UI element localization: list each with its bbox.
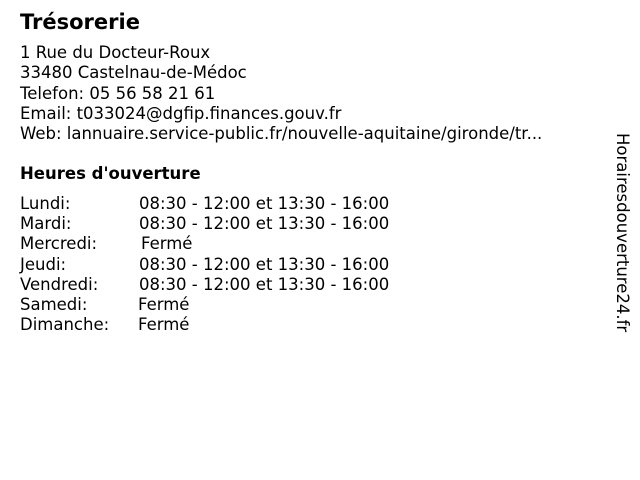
day-label: Jeudi:	[20, 254, 67, 274]
day-hours: Fermé	[138, 294, 190, 314]
website-link: Web: lannuaire.service-public.fr/nouvelle-aquitaine/gironde/tr...	[20, 124, 543, 144]
day-hours: 08:30 - 12:00 et 13:30 - 16:00	[139, 274, 390, 294]
day-hours: 08:30 - 12:00 et 13:30 - 16:00	[139, 254, 390, 274]
day-label: Mercredi:	[20, 234, 98, 254]
day-hours: Fermé	[141, 234, 193, 254]
day-hours: 08:30 - 12:00 et 13:30 - 16:00	[139, 214, 390, 234]
street-address: 1 Rue du Docteur-Roux	[20, 43, 211, 62]
day-label: Mardi:	[20, 214, 72, 234]
page-title: Trésorerie	[20, 10, 140, 34]
day-label: Dimanche:	[20, 315, 110, 335]
day-label: Lundi:	[20, 194, 71, 213]
phone-number: Telefon: 05 56 58 21 61	[20, 83, 216, 103]
email-address: Email: t033024@dgfip.finances.gouv.fr	[20, 103, 342, 123]
day-label: Samedi:	[20, 294, 88, 314]
day-hours: 08:30 - 12:00 et 13:30 - 16:00	[139, 194, 390, 213]
day-label: Vendredi:	[20, 274, 99, 294]
address-block	[20, 43, 542, 144]
site-watermark: Horairesdouverture24.fr	[613, 133, 632, 333]
hours-heading: Heures d'ouverture	[20, 164, 201, 183]
city-address: 33480 Castelnau-de-Médoc	[20, 63, 247, 83]
day-hours: Fermé	[138, 315, 190, 335]
